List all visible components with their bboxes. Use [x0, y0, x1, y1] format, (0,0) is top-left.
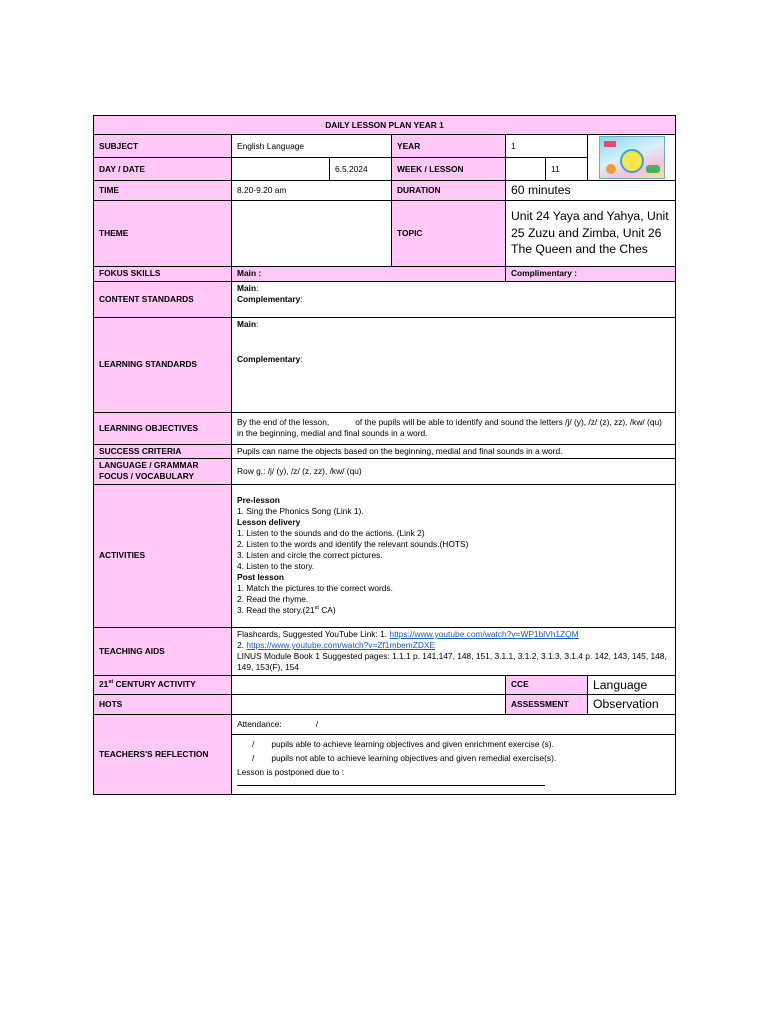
learning-standards-value: Main: Complementary: [232, 317, 676, 412]
delivery-step: 1. Listen to the sounds and do the actions. (Link 2) [237, 528, 425, 539]
day-date-value: 6.5.2024 [330, 158, 392, 181]
post-lesson-heading: Post lesson [237, 571, 285, 582]
time-label: TIME [94, 181, 232, 201]
objectives-text-b: of the pupils will be able to identify and sound the letters /j/ (y), /z/ (z), zz), /kw/ (qu) in the beginning, medial and final sounds in a word. [237, 417, 662, 439]
linus-module-line: LINUS Module Book 1 Suggested pages: 1.1.1 p. 141,147, 148, 151, 3.1.1, 3.1.2, 3.1.3, 3.1.4 p. 142, 143, 145, 148, 149, 153(F), 154 [237, 651, 667, 672]
lesson-plan-table [93, 115, 676, 795]
attendance-line: Attendance: / [232, 717, 675, 735]
cce-value: Language [588, 675, 676, 695]
aids-line2-prefix: 2. [237, 640, 244, 651]
activities-label: ACTIVITIES [94, 484, 232, 627]
success-criteria-value: Pupils can name the objects based on the beginning, medial and final sounds in a word. [232, 444, 676, 458]
subject-value: English Language [232, 135, 392, 158]
learning-main-label: Main [237, 318, 257, 329]
theme-label: THEME [94, 200, 232, 266]
success-criteria-label: SUCCESS CRITERIA [94, 444, 232, 458]
learning-standards-label: LEARNING STANDARDS [94, 317, 232, 412]
objectives-text-a: By the end of the lesson, [237, 417, 330, 428]
content-standards-value: Main: Complementary: [232, 281, 676, 317]
content-standards-label: CONTENT STANDARDS [94, 281, 232, 317]
post-lesson-step: 1. Match the pictures to the correct words. [237, 582, 393, 593]
youtube-link-2[interactable]: https://www.youtube.com/watch?v=Zf1mbemZDXE [246, 640, 436, 651]
time-value: 8.20-9.20 am [232, 181, 392, 201]
textbook-cover-cell [588, 135, 676, 181]
fokus-skills-main: Main : [232, 266, 506, 281]
hots-value [232, 695, 506, 715]
postponed-line: Lesson is postponed due to : [237, 767, 345, 778]
year-value: 1 [506, 135, 588, 158]
assessment-value: Observation [588, 695, 676, 715]
aids-line1-prefix: Flashcards, Suggested YouTube Link: 1. [237, 629, 388, 640]
teaching-aids-value [232, 627, 676, 675]
lesson-delivery-heading: Lesson delivery [237, 517, 301, 528]
day-date-empty [232, 158, 330, 181]
week-lesson-empty [506, 158, 546, 181]
teaching-aids-label: TEACHING AIDS [94, 627, 232, 675]
learning-objectives-value [232, 412, 676, 444]
content-comp-label: Complementary [237, 293, 301, 304]
textbook-cover-image [599, 136, 665, 179]
century-activity-value [232, 675, 506, 695]
reflection-remedial-line: / pupils not able to achieve learning objectives and given remedial exercise(s). [252, 753, 557, 764]
learning-objectives-label: LEARNING OBJECTIVES [94, 412, 232, 444]
delivery-step: 3. Listen and circle the correct pictures. [237, 550, 383, 561]
grammar-label: LANGUAGE / GRAMMAR FOCUS / VOCABULARY [94, 458, 232, 484]
reflection-value [232, 714, 676, 794]
cce-label: CCE [506, 675, 588, 695]
hots-label: HOTS [94, 695, 232, 715]
delivery-step: 2. Listen to the words and identify the relevant sounds.(HOTS) [237, 539, 469, 550]
fokus-skills-label: FOKUS SKILLS [94, 266, 232, 281]
year-label: YEAR [392, 135, 506, 158]
week-lesson-value: 11 [546, 158, 588, 181]
assessment-label: ASSESSMENT [506, 695, 588, 715]
fokus-skills-complimentary: Complimentary : [506, 266, 676, 281]
grammar-value: Row g.: /j/ (y), /z/ (z, zz), /kw/ (qu) [232, 458, 676, 484]
theme-value [232, 200, 392, 266]
day-date-label: DAY / DATE [94, 158, 232, 181]
subject-label: SUBJECT [94, 135, 232, 158]
post-lesson-step-last: 3. Read the story.(21st CA) [237, 604, 336, 615]
youtube-link-1[interactable]: https://www.youtube.com/watch?v=WP1blVh1ZQM [389, 629, 579, 640]
pre-lesson-heading: Pre-lesson [237, 495, 280, 506]
century-activity-label: 21st CENTURY ACTIVITY [94, 675, 232, 695]
activities-value [232, 484, 676, 627]
delivery-step: 4. Listen to the story. [237, 560, 315, 571]
duration-value: 60 minutes [506, 181, 676, 201]
postponed-reason-underline [237, 779, 545, 786]
learning-comp-label: Complementary [237, 353, 301, 364]
plan-title: DAILY LESSON PLAN YEAR 1 [94, 116, 676, 135]
pre-lesson-step: 1. Sing the Phonics Song (Link 1). [237, 506, 364, 517]
week-lesson-label: WEEK / LESSON [392, 158, 506, 181]
post-lesson-step: 2. Read the rhyme. [237, 593, 309, 604]
reflection-enrichment-line: / pupils able to achieve learning objectives and given enrichment exercise (s). [252, 739, 554, 750]
topic-label: TOPIC [392, 200, 506, 266]
reflection-label: TEACHERS'S REFLECTION [94, 714, 232, 794]
duration-label: DURATION [392, 181, 506, 201]
topic-value: Unit 24 Yaya and Yahya, Unit 25 Zuzu and Zimba, Unit 26 The Queen and the Ches [506, 200, 676, 266]
title-row [94, 116, 676, 135]
content-main-label: Main [237, 282, 257, 293]
